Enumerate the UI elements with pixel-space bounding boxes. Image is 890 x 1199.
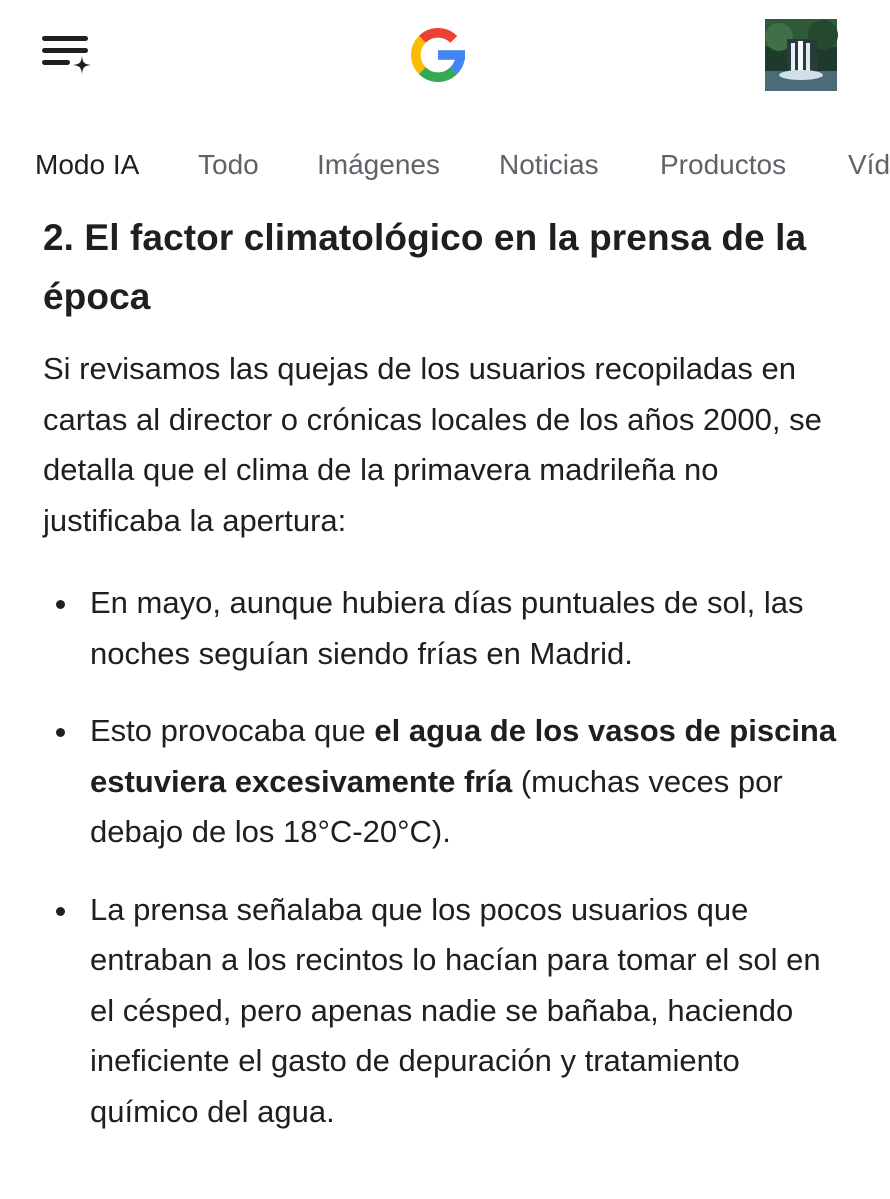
- bullet-dot-icon: [56, 600, 65, 609]
- search-tabs: [0, 136, 890, 196]
- ai-answer-content: [43, 208, 843, 1164]
- tab-products[interactable]: Productos: [660, 149, 787, 180]
- tab-images[interactable]: Imágenes: [317, 149, 440, 180]
- bullet-dot-icon: [56, 728, 65, 737]
- intro-paragraph: Si revisamos las quejas de los usuarios recopiladas en cartas al director o crónicas locales de los años 2000, se detalla que el clima de la primavera madrileña no justificaba la apertura:: [43, 351, 822, 538]
- waterfall-avatar[interactable]: [765, 19, 837, 91]
- tab-ai-mode[interactable]: Modo IA: [35, 149, 140, 180]
- list-item: [43, 885, 843, 1138]
- list-item-text: La prensa señalaba que los pocos usuarios que entraban a los recintos lo hacían para tomar el sol en el césped, pero apenas nadie se bañaba, haciendo ineficiente el gasto de depuración y tratamiento químico del agua.: [90, 891, 821, 1129]
- menu-sparkle-icon[interactable]: [38, 30, 98, 82]
- list-item-text-post: (muchas veces por debajo de los 18°C-20°C).: [90, 763, 783, 849]
- tab-news[interactable]: Noticias: [499, 149, 599, 180]
- list-item-text-bold: el agua de los vasos de piscina estuviera excesivamente fría: [90, 713, 837, 799]
- tab-all[interactable]: Todo: [198, 149, 259, 180]
- bullet-list: [43, 578, 843, 1137]
- google-logo-icon[interactable]: [405, 22, 471, 88]
- list-item: [43, 578, 843, 679]
- list-item-text-pre: Esto provocaba que: [90, 713, 375, 748]
- list-item-text: En mayo, aunque hubiera días puntuales de sol, las noches seguían siendo frías en Madrid.: [90, 585, 804, 671]
- list-item: [43, 706, 843, 858]
- tab-videos[interactable]: Víd: [848, 149, 890, 180]
- bullet-dot-icon: [56, 907, 65, 916]
- section-heading: 2. El factor climatológico en la prensa de la época: [43, 217, 807, 317]
- app-header: [0, 0, 878, 110]
